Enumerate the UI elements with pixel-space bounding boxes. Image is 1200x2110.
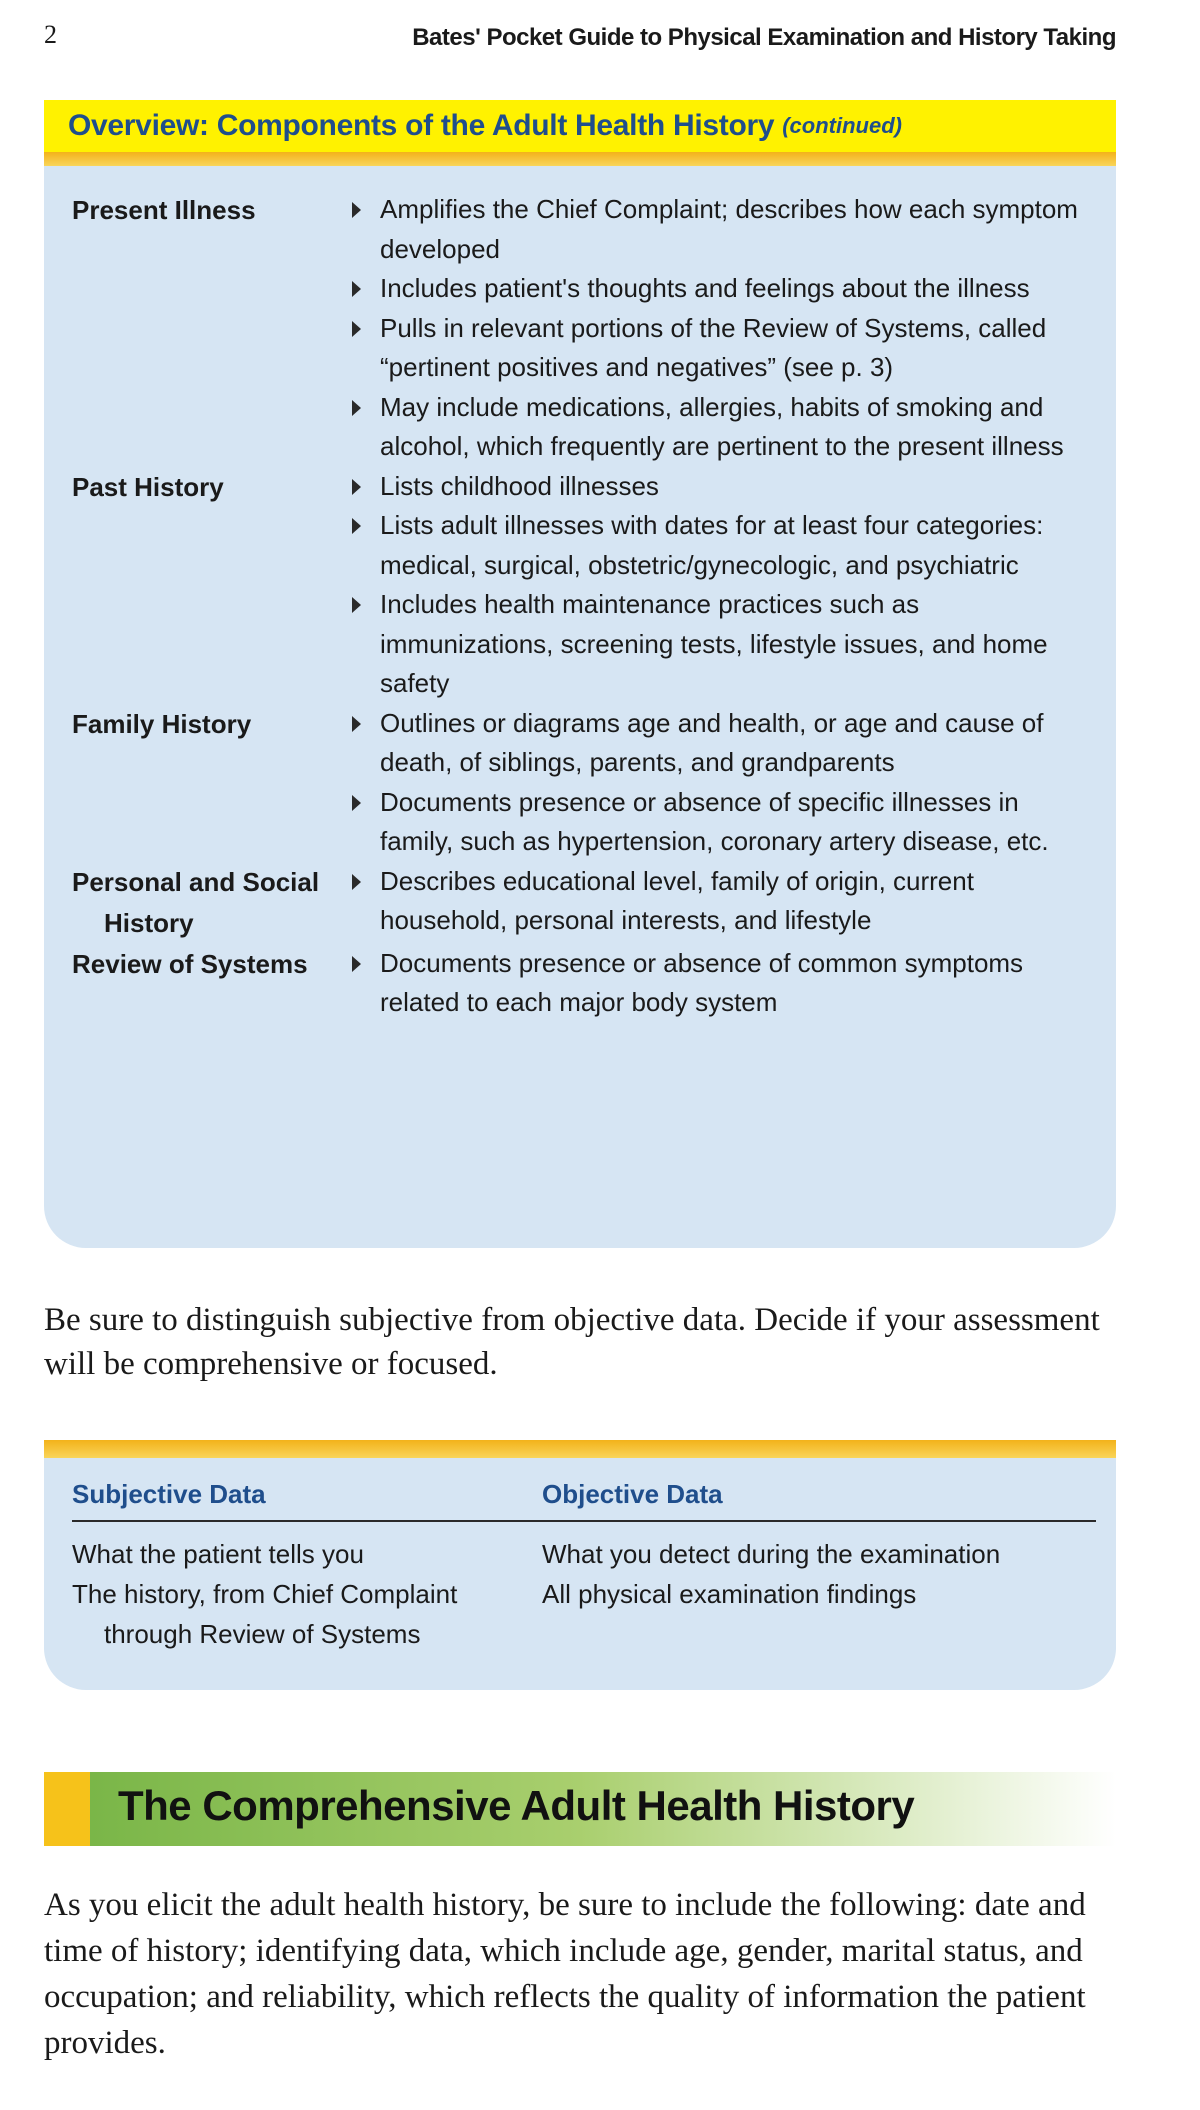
section-heading-bar	[44, 1772, 1116, 1846]
subjective-header: Subjective Data	[72, 1479, 266, 1509]
subjective-item: through Review of Systems	[104, 1619, 421, 1649]
overview-row	[44, 467, 1116, 704]
row-label	[44, 704, 350, 862]
row-label-text: Personal and Social	[72, 866, 320, 897]
running-title: Bates' Pocket Guide to Physical Examination and History Taking	[412, 24, 1116, 51]
bullet-list	[350, 862, 1116, 944]
bullet-list	[350, 467, 1116, 704]
overview-continued: (continued)	[782, 113, 902, 138]
section-title: The Comprehensive Adult Health History	[118, 1782, 915, 1829]
data-comparison-box	[44, 1440, 1116, 1690]
subjective-column	[72, 1534, 542, 1654]
subjective-item: The history, from Chief Complaint	[72, 1579, 458, 1609]
bullet-item: Amplifies the Chief Complaint; describes how each symptom developed	[350, 190, 1092, 269]
row-label	[44, 944, 350, 1023]
bullet-item: Documents presence or absence of common symptoms related to each major body system	[350, 944, 1092, 1023]
row-label-text: Present Illness	[72, 195, 256, 225]
bullet-item: Pulls in relevant portions of the Review of Systems, called “pertinent positives and negatives” (see p. 3)	[350, 309, 1092, 388]
bullet-list	[350, 944, 1116, 1023]
gold-divider	[44, 152, 1116, 166]
objective-header: Objective Data	[542, 1479, 723, 1509]
row-label-text: Past History	[72, 471, 224, 502]
page-header	[44, 18, 1116, 58]
overview-row	[44, 862, 1116, 944]
overview-row	[44, 944, 1116, 1023]
row-label	[44, 190, 350, 467]
bullet-list	[350, 190, 1116, 467]
row-label	[44, 862, 350, 944]
bullet-item: Outlines or diagrams age and health, or age and cause of death, of siblings, parents, and grandparents	[350, 704, 1092, 783]
outro-paragraph: As you elicit the adult health history, be sure to include the following: date and time of history; identifying data, which include age, gender, marital status, and occupation; and reliability, which reflects the quality of information the patient provides.	[44, 1887, 1086, 2061]
bullet-item: Includes health maintenance practices such as immunizations, screening tests, lifestyle issues, and home safety	[350, 585, 1092, 704]
bullet-item: Documents presence or absence of specific illnesses in family, such as hypertension, coronary artery disease, etc.	[350, 783, 1092, 862]
bullet-list	[350, 704, 1116, 862]
bullet-item: Lists adult illnesses with dates for at least four categories: medical, surgical, obstetric/gynecologic, and psychiatric	[350, 506, 1092, 585]
overview-rows	[44, 166, 1116, 1023]
row-label-text: Family History	[72, 708, 252, 739]
overview-title-bar	[44, 100, 1116, 152]
row-label-text: History	[104, 907, 194, 938]
row-label-text: Review of Systems	[72, 948, 308, 979]
bullet-item: Describes educational level, family of origin, current household, personal interests, and lifestyle	[350, 862, 1092, 941]
objective-column	[542, 1534, 1096, 1654]
overview-box	[44, 100, 1116, 1248]
intro-paragraph: Be sure to distinguish subjective from objective data. Decide if your assessment will be comprehensive or focused.	[44, 1302, 1100, 1382]
overview-title: Overview: Components of the Adult Health History	[68, 109, 775, 142]
page-number: 2	[44, 20, 57, 49]
subjective-item: What the patient tells you	[72, 1539, 364, 1569]
objective-item: All physical examination findings	[542, 1579, 917, 1609]
gold-divider	[44, 1440, 1116, 1458]
row-label	[44, 467, 350, 704]
bullet-item: Includes patient's thoughts and feelings about the illness	[350, 269, 1092, 309]
overview-row	[44, 704, 1116, 862]
objective-item: What you detect during the examination	[542, 1539, 1001, 1569]
bullet-item: Lists childhood illnesses	[350, 467, 1092, 507]
overview-row	[44, 190, 1116, 467]
bullet-item: May include medications, allergies, habits of smoking and alcohol, which frequently are pertinent to the present illness	[350, 388, 1092, 467]
